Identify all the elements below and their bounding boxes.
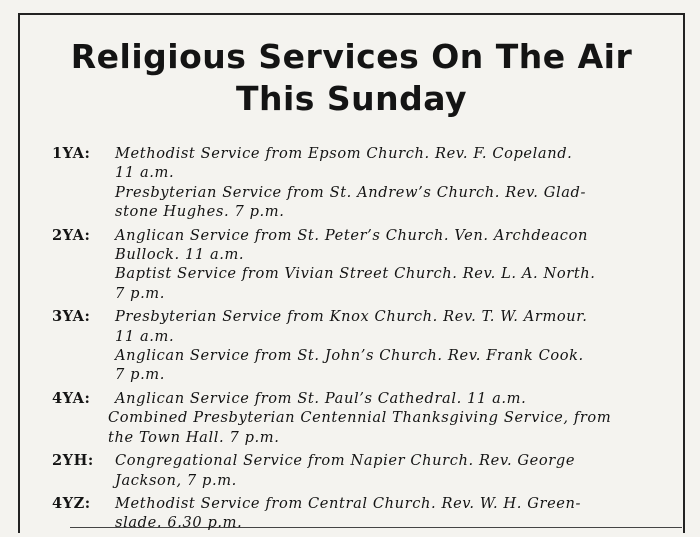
service-entry: Anglican Service from St. Peter’s Church. Ven. Archdeacon Bullock. 11 a.m. <box>115 226 588 264</box>
station-call-sign: 4YA: <box>52 389 91 407</box>
notice-title <box>18 36 685 120</box>
station-call-sign: 2YA: <box>52 226 91 244</box>
service-entry: Baptist Service from Vivian Street Church. Rev. L. A. North. 7 p.m. <box>115 265 596 302</box>
station-4ya <box>0 389 700 447</box>
station-call-sign: 4YZ: <box>52 494 91 512</box>
service-entry: Presbyterian Service from St. Andrew’s Church. Rev. Glad- stone Hughes. 7 p.m. <box>115 183 586 221</box>
station-call-sign: 2YH: <box>52 452 94 470</box>
station-3ya <box>0 307 700 385</box>
station-4yz <box>0 494 700 533</box>
title-line-1: Religious Services On The Air <box>70 37 633 76</box>
service-entry: Presbyterian Service from Knox Church. Rev. T. W. Armour. 11 a.m. <box>115 308 588 345</box>
service-entry: Anglican Service from St. John’s Church. Rev. Frank Cook. 7 p.m. <box>115 347 584 384</box>
station-listing <box>0 144 700 537</box>
service-entry: Anglican Service from St. Paul’s Cathedral. 11 a.m. <box>115 389 527 407</box>
service-entry: Congregational Service from Napier Church. Rev. George Jackson, 7 p.m. <box>115 452 576 489</box>
service-entry: Methodist Service from Central Church. Rev. W. H. Green- slade. 6.30 p.m. <box>115 494 582 532</box>
station-1ya <box>0 144 700 222</box>
station-2yh <box>0 451 700 490</box>
station-2ya <box>0 226 700 304</box>
service-entry: Methodist Service from Epsom Church. Rev. F. Copeland. 11 a.m. <box>115 145 573 182</box>
station-call-sign: 3YA: <box>52 308 91 326</box>
service-entry: Combined Presbyterian Centennial Thanksgiving Service, from the Town Hall. 7 p.m. <box>108 409 612 446</box>
title-line-2: This Sunday <box>235 79 468 118</box>
station-call-sign: 1YA: <box>52 145 91 162</box>
